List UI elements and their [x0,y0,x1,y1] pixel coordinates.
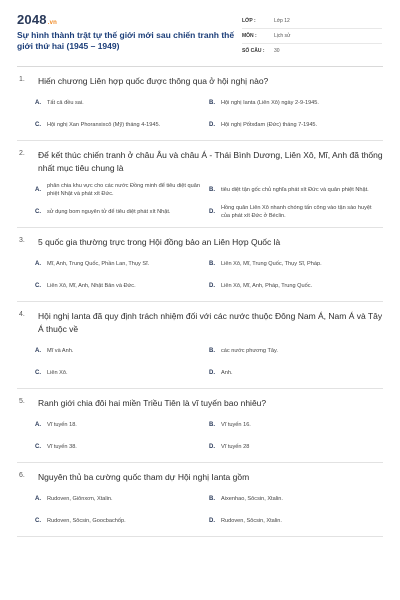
question-number: 5. [19,398,25,405]
option-text: Hội nghị Ianta (Liên Xô) ngày 2-9-1945. [221,100,319,106]
meta-row-count [242,44,382,58]
page-title: Sự hình thành trật tự thế giới mới sau chiến tranh thế giới thứ hai (1945 – 1949) [17,30,235,51]
answer-option[interactable] [209,362,383,384]
option-letter: D. [209,122,215,128]
meta-value: Lịch sử [274,33,291,39]
answer-option[interactable] [35,488,209,510]
option-letter: B. [209,496,215,502]
answer-option[interactable] [209,179,383,201]
meta-key: SỐ CÂU : [242,48,265,54]
question-number: 2. [19,150,25,157]
question-text: 5 quốc gia thường trực trong Hội đồng bảo an Liên Hợp Quốc là [38,237,281,247]
option-letter: A. [35,422,41,428]
question-header [17,471,383,484]
option-text: phân chia khu vực cho các nước Đồng minh để tiêu diệt quân phiệt Nhật và phát xít Đức. [47,183,200,197]
answer-option[interactable] [209,253,383,275]
option-letter: A. [35,348,41,354]
question-header [17,75,383,88]
option-letter: B. [209,100,215,106]
meta-key: MÔN : [242,33,257,39]
question-text: Hội nghị Ianta đã quy định trách nhiệm đối với các nước thuộc Đông Nam Á, Nam Á và Tây Á thuộc về [38,311,383,334]
answer-option[interactable] [209,92,383,114]
question-text: Để kết thúc chiến tranh ở châu Âu và châu Á - Thái Bình Dương, Liên Xô, Mĩ, Anh đã thống nhất mục tiêu chung là [38,150,383,173]
option-letter: B. [209,261,215,267]
question-text: Ranh giới chia đôi hai miền Triều Tiên là vĩ tuyến bao nhiêu? [38,398,267,408]
answer-option[interactable] [209,114,383,136]
option-text: Liên Xô. [47,370,68,376]
question-block [17,228,383,302]
option-text: sử dụng bom nguyên tử để tiêu diệt phát xít Nhật. [47,209,171,215]
options-grid [17,179,383,223]
option-letter: C. [35,283,41,289]
option-letter: A. [35,187,41,193]
answer-option[interactable] [209,436,383,458]
question-block [17,67,383,141]
answer-option[interactable] [209,488,383,510]
question-number: 3. [19,237,25,244]
option-text: Tất cả đều sai. [47,100,84,106]
option-letter: D. [209,283,215,289]
question-text: Hiến chương Liên hợp quốc được thông qua ở hội nghị nào? [38,76,269,86]
option-text: Liên Xô, Mĩ, Anh, Pháp, Trung Quốc. [221,283,313,289]
answer-option[interactable] [35,510,209,532]
answer-option[interactable] [35,340,209,362]
option-letter: A. [35,496,41,502]
page-header [17,0,383,67]
answer-option[interactable] [209,414,383,436]
meta-row-subject [242,29,382,44]
site-logo[interactable] [17,12,57,27]
option-text: Vĩ tuyến 28 [221,444,250,450]
option-text: Vĩ tuyến 38. [47,444,77,450]
option-text: Aixenhao, Sôcsin, Xtalin. [221,496,283,502]
meta-row-class [242,14,382,29]
question-header [17,310,383,336]
question-block [17,302,383,389]
option-text: Vĩ tuyến 16. [221,422,251,428]
answer-option[interactable] [35,362,209,384]
option-letter: D. [209,518,215,524]
option-text: các nước phương Tây. [221,348,278,354]
answer-option[interactable] [35,179,209,201]
option-text: tiêu diệt tận gốc chủ nghĩa phát xít Đức và quân phiệt Nhật. [221,187,369,193]
option-letter: B. [209,422,215,428]
logo-text: 2048 [17,12,47,27]
question-block [17,463,383,537]
option-text: Rudoven, Giônxơn, Xtalin. [47,496,113,502]
option-text: Vĩ tuyến 18. [47,422,77,428]
option-text: Mĩ, Anh, Trung Quốc, Phần Lan, Thụy Sĩ. [47,261,150,267]
option-text: Hồng quân Liên Xô nhanh chóng tấn công vào tận sào huyệt của phát xít Đức ở Béclin. [221,205,372,219]
question-number: 4. [19,311,25,318]
answer-option[interactable] [209,340,383,362]
question-number: 1. [19,76,25,83]
question-header [17,397,383,410]
option-text: Rudoven, Sôcsin, Xtalin. [221,518,282,524]
option-text: Hội nghị Pốtxđam (Đức) tháng 7-1945. [221,122,318,128]
question-number: 6. [19,472,25,479]
answer-option[interactable] [209,201,383,223]
question-text: Nguyên thủ ba cường quốc tham dự Hội nghị Ianta gồm [38,472,250,482]
answer-option[interactable] [209,510,383,532]
option-letter: B. [209,187,215,193]
options-grid [17,414,383,458]
option-letter: C. [35,122,41,128]
options-grid [17,92,383,136]
option-letter: D. [209,444,215,450]
option-letter: A. [35,100,41,106]
option-letter: D. [209,370,215,376]
option-letter: C. [35,444,41,450]
meta-value: Lớp 12 [274,18,290,24]
option-text: Mĩ và Anh. [47,348,74,354]
logo-suffix: .vn [47,20,58,26]
answer-option[interactable] [35,275,209,297]
options-grid [17,340,383,384]
meta-value: 30 [274,48,280,54]
option-letter: C. [35,209,41,215]
options-grid [17,253,383,297]
option-letter: C. [35,370,41,376]
options-grid [17,488,383,532]
question-header [17,149,383,175]
question-list [17,67,383,537]
question-header [17,236,383,249]
option-letter: A. [35,261,41,267]
question-block [17,389,383,463]
option-text: Liên Xô, Mĩ, Anh, Nhật Bản và Đức. [47,283,136,289]
option-letter: D. [209,209,215,215]
question-block [17,141,383,228]
answer-option[interactable] [209,275,383,297]
meta-key: LỚP : [242,18,256,24]
option-text: Anh. [221,370,233,376]
answer-option[interactable] [35,414,209,436]
option-letter: C. [35,518,41,524]
answer-option[interactable] [35,114,209,136]
answer-option[interactable] [35,253,209,275]
option-text: Liên Xô, Mĩ, Trung Quốc, Thụy Sĩ, Pháp. [221,261,322,267]
option-text: Hội nghị Xan Phoranxixcô (Mỹ) tháng 4-1945. [47,122,161,128]
option-text: Rudoven, Sôcsin, Goocbachốp. [47,518,126,524]
answer-option[interactable] [35,201,209,223]
meta-table [242,14,382,58]
option-letter: B. [209,348,215,354]
answer-option[interactable] [35,436,209,458]
answer-option[interactable] [35,92,209,114]
